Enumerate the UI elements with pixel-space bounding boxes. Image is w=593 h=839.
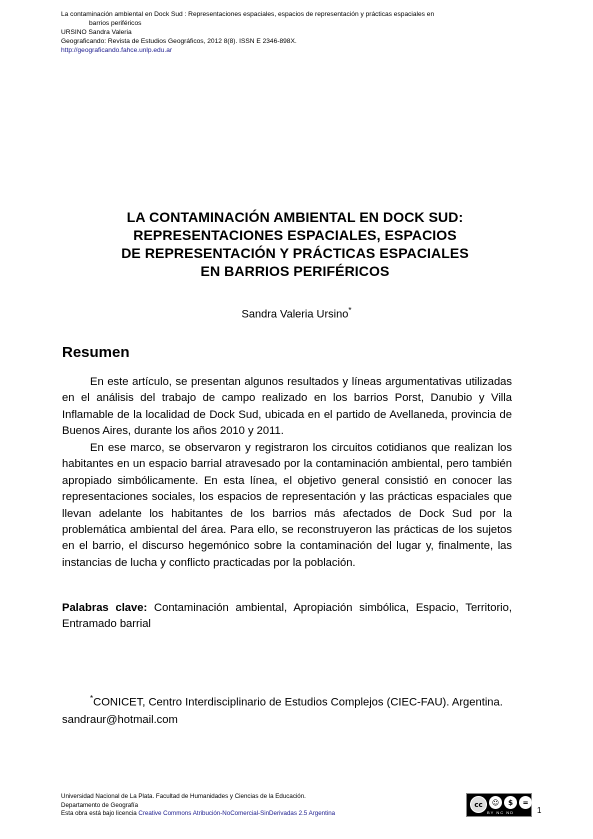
abstract-heading: Resumen bbox=[62, 344, 130, 361]
cc-labels: BY NC ND bbox=[487, 810, 515, 815]
keywords-label: Palabras clave: bbox=[62, 602, 148, 614]
running-header bbox=[61, 10, 561, 55]
nc-icon: $ bbox=[504, 796, 517, 809]
footer-university: Universidad Nacional de La Plata. Facultad de Humanidades y Ciencias de la Educación. bbox=[61, 793, 306, 800]
abstract-paragraph-2: En ese marco, se observaron y registraron los circuitos cotidianos que realizan los habitantes en un espacio barrial atravesado por la contaminación ambiental, pero también apropiado simbólicamente. En esta línea, el objetivo general consistió en conocer las representaciones sociales, los espacios de representación y las prácticas espaciales que llevan adelante los habitantes de los barrios más afectados de Dock Sud por la problemática ambiental del área. Para ello, se reconstruyeron las prácticas de los sujetos en el barrio, el discurso hegemónico sobre la contaminación del lugar y, finalmente, las instancias de lucha y conflicto practicadas por la población. bbox=[62, 442, 512, 569]
footer-department: Departamento de Geografía bbox=[61, 801, 139, 809]
page-number: 1 bbox=[537, 806, 542, 815]
header-title: La contaminación ambiental en Dock Sud : Representaciones espaciales, espacios de representación y prácticas espaciales en bbox=[61, 11, 435, 18]
footer-license bbox=[61, 810, 461, 819]
footnote-text: CONICET, Centro Interdisciplinario de Estudios Complejos (CIEC-FAU). Argentina. sandraur@hotmail.com bbox=[62, 696, 503, 726]
cc-license-badge[interactable] bbox=[466, 793, 532, 817]
license-link[interactable]: Creative Commons Atribución-NoComercial-SinDerivadas 2.5 Argentina bbox=[138, 810, 336, 818]
abstract-paragraph-1: En este artículo, se presentan algunos resultados y líneas argumentativas utilizadas en el análisis del trabajo de campo realizado en los barrios Porst, Danubio y Villa Inflamable de la localidad de Dock Sud, ubicada en el partido de Avellaneda, provincia de Buenos Aires, durante los años 2010 y 2011. bbox=[62, 376, 512, 438]
footnote-mark: * bbox=[90, 694, 94, 703]
nd-icon: = bbox=[519, 796, 532, 809]
page-footer bbox=[61, 793, 461, 819]
title-line: EN BARRIOS PERIFÉRICOS bbox=[200, 263, 390, 279]
journal-link[interactable]: http://geograficando.fahce.unlp.edu.ar bbox=[61, 47, 173, 54]
author-line bbox=[0, 306, 593, 321]
author-footnote-mark: * bbox=[348, 306, 352, 315]
header-title-cont: barrios periféricos bbox=[89, 20, 142, 27]
author-name: Sandra Valeria Ursino bbox=[241, 308, 349, 321]
title-line: LA CONTAMINACIÓN AMBIENTAL EN DOCK SUD: bbox=[126, 209, 464, 225]
header-author: URSINO Sandra Valeria bbox=[61, 29, 132, 36]
title-line: DE REPRESENTACIÓN Y PRÁCTICAS ESPACIALES bbox=[121, 245, 469, 261]
title-line: REPRESENTACIONES ESPACIALES, ESPACIOS bbox=[133, 227, 457, 243]
keywords bbox=[62, 600, 512, 633]
keywords-text: Contaminación ambiental, Apropiación simbólica, Espacio, Territorio, Entramado barrial bbox=[62, 602, 512, 631]
license-prefix: Esta obra está bajo licencia bbox=[61, 810, 139, 818]
cc-icon: cc bbox=[470, 796, 487, 813]
header-journal: Geograficando: Revista de Estudios Geográficos, 2012 8(8). ISSN E 2346-898X. bbox=[61, 38, 297, 45]
footnote bbox=[62, 690, 512, 729]
article-title bbox=[60, 208, 530, 280]
by-icon: ☺ bbox=[489, 796, 502, 809]
